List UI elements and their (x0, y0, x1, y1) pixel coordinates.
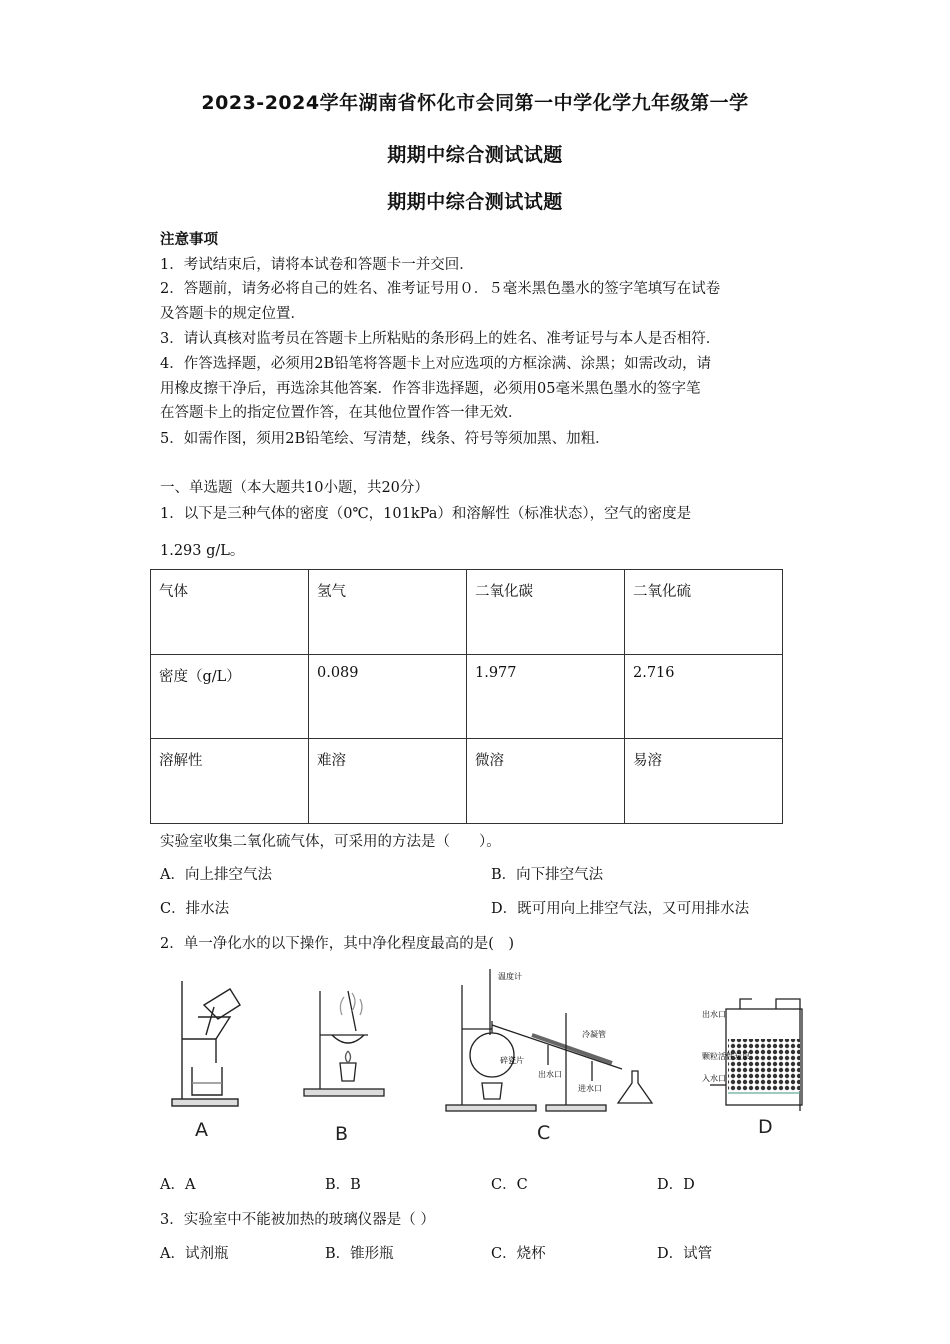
notice-item: 5．如需作图，须用2B铅笔绘、写清楚，线条、符号等须加黑、加粗． (160, 431, 610, 447)
table-cell: 微溶 (467, 739, 625, 824)
table-cell: 二氧化硫 (625, 570, 783, 655)
figure-b-evaporation (298, 985, 388, 1105)
table-cell: 难溶 (309, 739, 467, 824)
figure-a-filtration (168, 975, 243, 1115)
q3-option-a[interactable]: A．试剂瓶 (160, 1246, 229, 1262)
label-chips: 碎瓷片 (500, 1056, 524, 1065)
figure-c-distillation (442, 965, 672, 1115)
q3-option-d[interactable]: D．试管 (657, 1246, 713, 1262)
q2-option-d[interactable]: D．D (657, 1177, 695, 1193)
notice-item: 3．请认真核对监考员在答题卡上所粘贴的条形码上的姓名、准考证号与本人是否相符． (160, 331, 721, 347)
q1-option-d[interactable]: D．既可用向上排空气法，又可用排水法 (491, 901, 750, 917)
notice-item: 在答题卡上的指定位置作答，在其他位置作答一律无效． (160, 405, 523, 421)
section-heading: 一、单选题（本大题共10小题，共20分） (160, 480, 429, 496)
table-cell: 氢气 (309, 570, 467, 655)
q2-option-c[interactable]: C．C (491, 1177, 528, 1193)
figure-d-label: D (758, 1116, 773, 1138)
gas-property-table (150, 569, 783, 824)
table-cell: 0.089 (309, 654, 467, 739)
q1-option-c[interactable]: C．排水法 (160, 901, 230, 917)
table-cell: 2.716 (625, 654, 783, 739)
page-title-line-3: 期期中综合测试试题 (387, 191, 563, 213)
table-cell: 1.977 (467, 654, 625, 739)
q1-option-a[interactable]: A．向上排空气法 (160, 867, 272, 883)
label-inlet: 入水口 (702, 1074, 726, 1083)
table-row (151, 739, 783, 824)
figure-b-label: B (335, 1123, 349, 1145)
notice-item: 及答题卡的规定位置． (160, 306, 305, 322)
table-cell: 密度（g/L） (151, 654, 309, 739)
label-outlet: 出水口 (702, 1010, 726, 1019)
table-cell: 二氧化碳 (467, 570, 625, 655)
q1-stem: 1．以下是三种气体的密度（0℃，101kPa）和溶解性（标准状态），空气的密度是 (160, 506, 692, 522)
q1-stem-continued: 1.293 g/L。 (160, 543, 245, 559)
table-cell: 易溶 (625, 739, 783, 824)
figure-c-label: C (537, 1122, 551, 1144)
q3-stem: 3．实验室中不能被加热的玻璃仪器是（ ） (160, 1212, 435, 1228)
notice-item: 用橡皮擦干净后，再选涂其他答案．作答非选择题，必须用05毫米黑色墨水的签字笔 (160, 381, 701, 397)
q1-question: 实验室收集二氧化硫气体，可采用的方法是（ ）。 (160, 834, 501, 850)
table-row (151, 570, 783, 655)
q3-option-b[interactable]: B．锥形瓶 (325, 1246, 394, 1262)
label-water-out: 出水口 (538, 1070, 562, 1079)
q3-option-c[interactable]: C．烧杯 (491, 1246, 546, 1262)
table-cell: 气体 (151, 570, 309, 655)
table-cell: 溶解性 (151, 739, 309, 824)
notice-item: 1．考试结束后，请将本试卷和答题卡一并交回． (160, 257, 474, 273)
table-row (151, 654, 783, 739)
notice-item: 4．作答选择题，必须用2B铅笔将答题卡上对应选项的方框涂满、涂黑；如需改动，请 (160, 356, 712, 372)
q2-stem: 2．单一净化水的以下操作，其中净化程度最高的是( ) (160, 936, 515, 952)
figure-a-label: A (195, 1119, 208, 1141)
notice-item: 2．答题前，请务必将自己的姓名、准考证号用０．５毫米黑色墨水的签字笔填写在试卷 (160, 281, 721, 297)
notice-heading: 注意事项 (160, 231, 218, 248)
page-title-line-1: 2023-2024学年湖南省怀化市会同第一中学化学九年级第一学 (201, 92, 749, 114)
q1-option-b[interactable]: B．向下排空气法 (491, 867, 604, 883)
label-carbon-layer: 颗粒活性炭层 (702, 1052, 750, 1061)
q2-option-b[interactable]: B．B (325, 1177, 361, 1193)
q2-option-a[interactable]: A．A (160, 1177, 196, 1193)
label-condenser: 冷凝管 (582, 1030, 606, 1039)
page-title-line-2: 期期中综合测试试题 (387, 144, 563, 166)
label-thermometer: 温度计 (498, 972, 522, 981)
figure-d-carbon-filter (700, 995, 810, 1113)
label-water-in: 进水口 (578, 1084, 602, 1093)
